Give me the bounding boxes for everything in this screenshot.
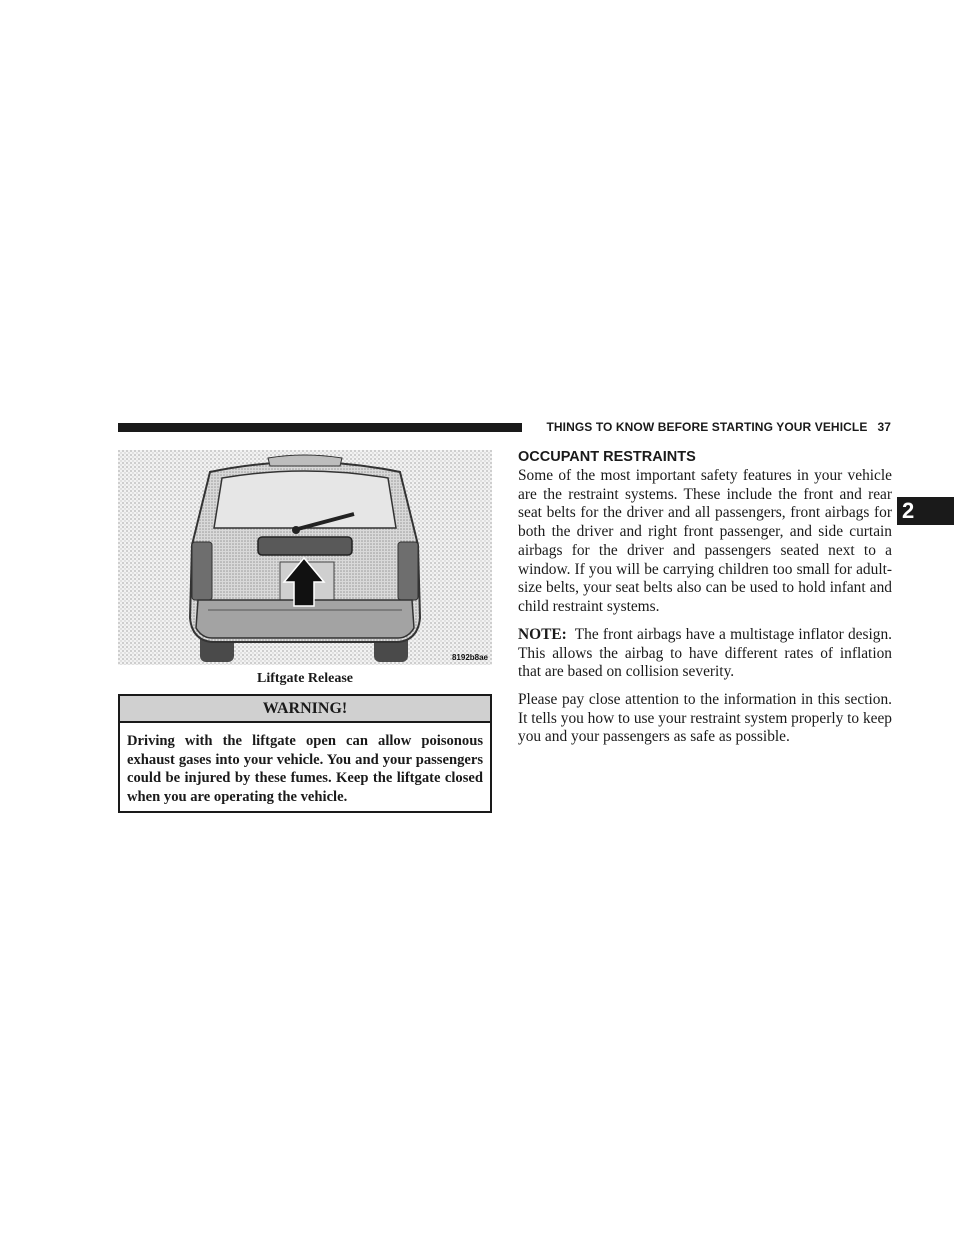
note-label: NOTE: — [518, 626, 567, 643]
chapter-tab: 2 — [897, 497, 954, 525]
note-text: The front airbags have a multistage inflator design. This allows the airbag to have different rates of inflation that are based on collision severity. — [518, 626, 892, 681]
running-header — [533, 420, 891, 434]
warning-title: WARNING! — [120, 696, 490, 723]
section-title: OCCUPANT RESTRAINTS — [518, 449, 696, 465]
intro-paragraph: Some of the most important safety features in your vehicle are the restraint systems. These include the front and rear seat belts for the driver and all passengers, front airbags for both the driver and right front passenger, and side curtain airbags for the driver and passengers seated next to a window. If you will be carrying children too small for adult-size belts, your seat belts also can be used to hold infant and child restraint systems. — [518, 467, 892, 615]
warning-box — [118, 694, 492, 813]
header-rule — [118, 423, 522, 432]
note-paragraph — [518, 626, 892, 682]
page-number: 37 — [877, 420, 891, 434]
running-title: THINGS TO KNOW BEFORE STARTING YOUR VEHICLE — [546, 420, 868, 434]
liftgate-illustration — [118, 450, 492, 665]
liftgate-figure — [118, 450, 492, 665]
figure-code: 8192b8ae — [451, 653, 488, 662]
figure-caption: Liftgate Release — [256, 671, 354, 686]
closing-paragraph: Please pay close attention to the information in this section. It tells you how to use your restraint system properly to keep you and your passengers as safe as possible. — [518, 691, 893, 746]
warning-text: Driving with the liftgate open can allow poisonous exhaust gases into your vehicle. You and your passengers could be injured by these fumes. Keep the liftgate closed when you are operating the vehicle. — [127, 733, 483, 806]
